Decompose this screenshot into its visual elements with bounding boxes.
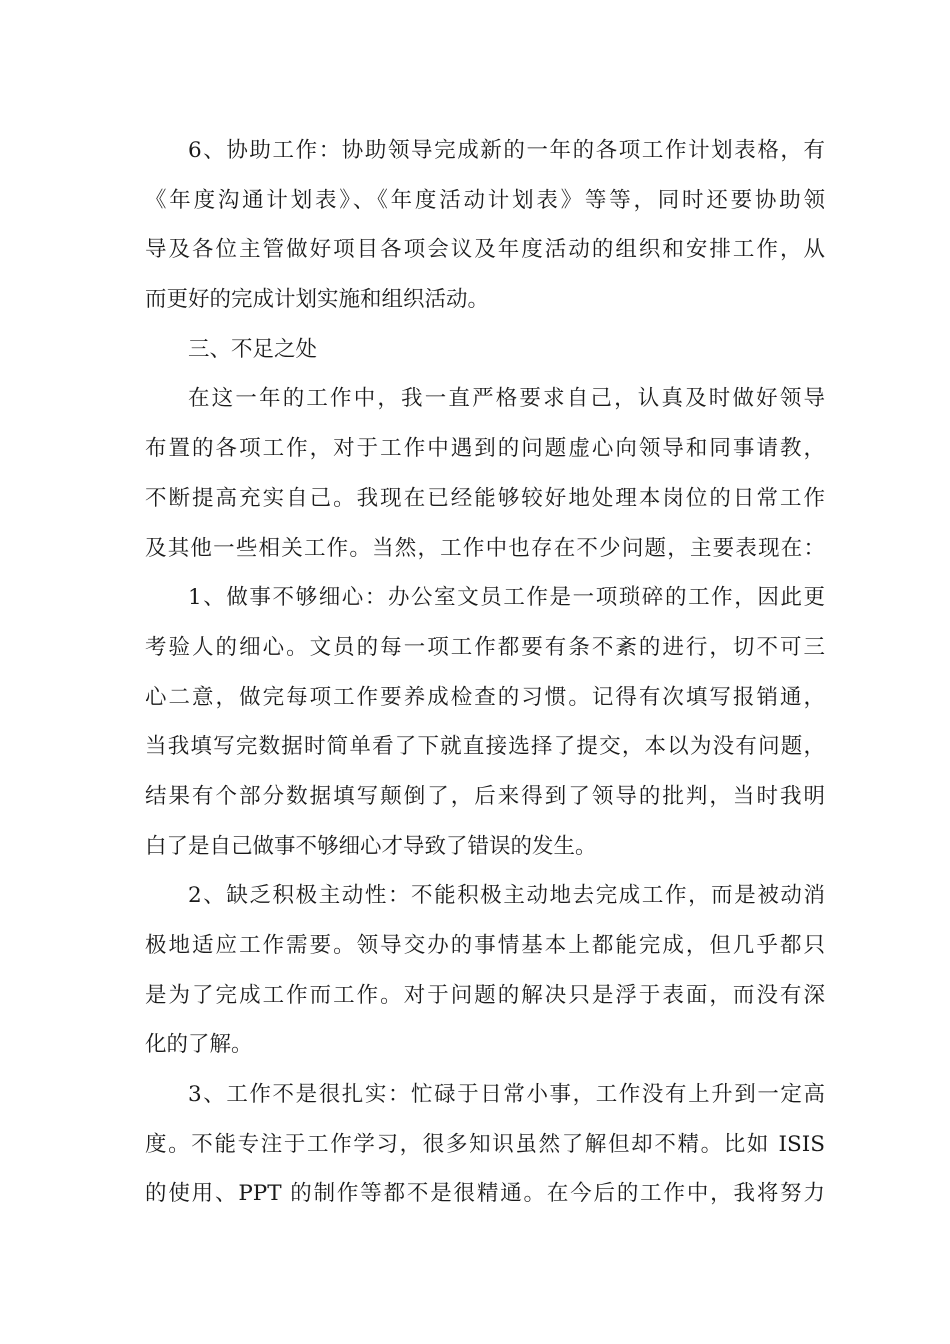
text-line-14: 结果有个部分数据填写颠倒了，后来得到了领导的批判，当时我明 [145,783,825,809]
section-heading: 三、不足之处 [188,336,318,362]
text-line-9: 及其他一些相关工作。当然，工作中也存在不少问题，主要表现在： [145,535,825,561]
text-line-18: 是为了完成工作而工作。对于问题的解决只是浮于表面，而没有深 [145,982,825,1008]
text-line-16: 2、缺乏积极主动性：不能积极主动地去完成工作，而是被动消 [188,883,825,909]
text-line-15: 白了是自己做事不够细心才导致了错误的发生。 [145,833,597,859]
text-line-17: 极地适应工作需要。领导交办的事情基本上都能完成，但几乎都只 [145,933,825,958]
text-line-8: 不断提高充实自己。我现在已经能够较好地处理本岗位的日常工作 [145,485,825,511]
text-line-19: 化的了解。 [145,1032,253,1058]
text-line-4: 而更好的完成计划实施和组织活动。 [145,287,490,313]
text-line-2: 《年度沟通计划表》、《年度活动计划表》等等，同时还要协助领 [145,187,825,213]
text-line-20: 3、工作不是很扎实：忙碌于日常小事，工作没有上升到一定高 [188,1082,825,1108]
text-line-1: 6、协助工作：协助领导完成新的一年的各项工作计划表格，有 [188,138,825,163]
text-line-13: 当我填写完数据时简单看了下就直接选择了提交，本以为没有问题， [145,734,825,760]
text-line-3: 导及各位主管做好项目各项会议及年度活动的组织和安排工作，从 [145,237,825,263]
text-line-6: 在这一年的工作中，我一直严格要求自己，认真及时做好领导 [188,386,825,412]
text-line-21: 度。不能专注于工作学习，很多知识虽然了解但却不精。比如 ISIS [145,1131,825,1157]
text-line-7: 布置的各项工作，对于工作中遇到的问题虚心向领导和同事请教， [145,436,825,462]
text-line-22: 的使用、PPT 的制作等都不是很精通。在今后的工作中，我将努力 [145,1181,825,1207]
text-line-11: 考验人的细心。文员的每一项工作都要有条不紊的进行，切不可三 [145,634,825,660]
text-line-10: 1、做事不够细心：办公室文员工作是一项琐碎的工作，因此更 [188,585,825,611]
document-body [145,126,825,1219]
text-line-12: 心二意，做完每项工作要养成检查的习惯。记得有次填写报销通， [145,684,825,710]
